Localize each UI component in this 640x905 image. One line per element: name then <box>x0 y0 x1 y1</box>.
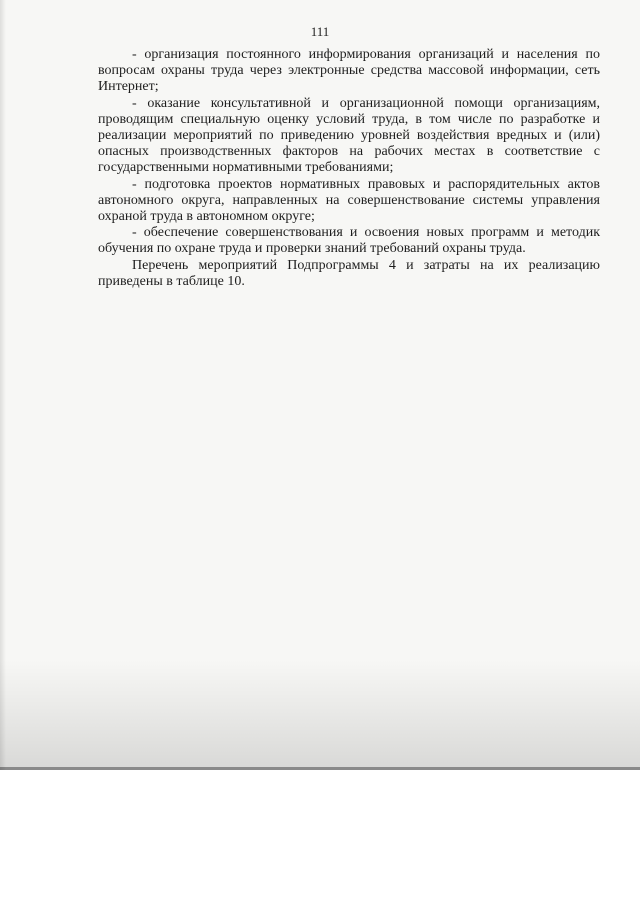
sheet-shadow <box>0 0 6 770</box>
paragraph-consulting: - оказание консультативной и организационной помощи организациям, проводящим специальную оценку условий труда, в том числе по разработке и реализации мероприятий по приведению уровней воздействия вредных и (или) опасных производственных факторов на рабочих местах в соответствие с государственными нормативными требованиями; <box>98 95 600 176</box>
paragraph-table-reference: Перечень мероприятий Подпрограммы 4 и затраты на их реализацию приведены в таблице 10. <box>98 257 600 289</box>
page-number: 111 <box>310 24 330 39</box>
paragraph-training: - обеспечение совершенствования и освоения новых программ и методик обучения по охране труда и проверки знаний требований охраны труда. <box>98 225 600 257</box>
paragraph-informing: - организация постоянного информирования организаций и населения по вопросам охраны труда через электронные средства массовой информации, сеть Интернет; <box>98 47 600 95</box>
paragraph-legal-acts: - подготовка проектов нормативных правовых и распорядительных актов автономного округа, направленных на совершенствование системы управления охраной труда в автономном округе; <box>98 176 600 225</box>
document-body <box>98 47 600 290</box>
